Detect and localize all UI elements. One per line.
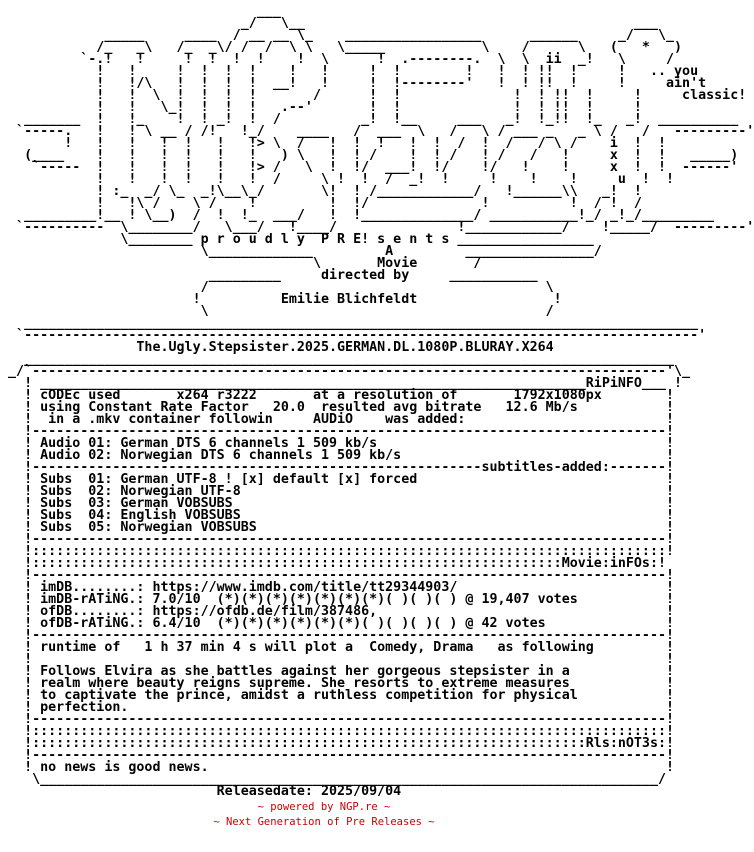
nfo-line: ! !: [0, 652, 675, 667]
nfo-line: ! ofDB........: https://ofdb.de/film/387486, !: [0, 604, 675, 619]
nfo-line: `---------- \________/ \___/ !____/ !____________/ !_____/ ---------': [0, 220, 754, 235]
nfo-line: !-------------------------------------------------------------------------------!: [0, 712, 675, 727]
nfo-line: (____ ! ! ! ! ! ! ) \ ! ! / ! ! / ! / / ! x ! ! _____): [0, 148, 739, 163]
footer-tagline: ~ Next Generation of Pre Releases ~: [213, 816, 435, 828]
nfo-line: !:::::::::::::::::::::::::::::::::::::::::::::::::::::::::::::::::::::Rls:nOT3s:!: [0, 736, 675, 751]
nfo-line: ! ! \_! ! ! ! .--' ! ! ! ! !! ! !: [0, 100, 642, 115]
nfo-line: ! using Constant Rate Factor 20.0 resulted avg bitrate 12.6 Mb/s !: [0, 400, 675, 415]
nfo-line: _________________________________________________________________________________: [0, 352, 675, 367]
nfo-line: ! Subs 03: German VOBSUBS !: [0, 496, 675, 511]
nfo-line: ! Follows Elvira as she battles against her gorgeous stepsister in a !: [0, 664, 675, 679]
nfo-line: ! perfection. !: [0, 700, 675, 715]
nfo-text: [0, 4, 754, 799]
nfo-line: _/ \__ ___: [0, 16, 658, 31]
nfo-line: _/`-------------------------------------------------------------------------------'\_: [0, 364, 691, 379]
nfo-line: ! Audio 01: German DTS 6 channels 1 509 kb/s !: [0, 436, 675, 451]
nfo-line: !-------------------------------------------------------------------------------!: [0, 748, 675, 763]
nfo-line: `-----. ! ! \ __ / /! !_/ ____ / ___ \ / \ / ___ _ _ \ / / ---------': [0, 124, 754, 139]
nfo-line: !-------------------------------------------------------------------------------!: [0, 532, 675, 547]
nfo-line: !::::::::::::::::::::::::::::::::::::::::::::::::::::::::::::::::::Movie:inFOs:!: [0, 556, 667, 571]
nfo-line: !-------------------------------------------------------------------------------!: [0, 628, 675, 643]
nfo-line: ! ! ! ! ! ! ! ! ! ! ! ! ! !! ! ! .. you: [0, 64, 699, 79]
nfo-line: !:::::::::::::::::::::::::::::::::::::::::::::::::::::::::::::::::::::::::::::::!: [0, 544, 675, 559]
nfo-line: !-------------------------------------------------------------------------------!: [0, 424, 675, 439]
nfo-line: \_____________ A ________________/: [0, 244, 602, 259]
footer: [0, 800, 648, 830]
nfo-line: ! in a .mkv container followin AUDiO was added: !: [0, 412, 675, 427]
nfo-line: \________ p r o u d l y P R E! s e n t s _________________: [0, 232, 594, 247]
nfo-line: _______ ! !_ ! ! _! ! / _! !__ ___ _! !_!! !_ _! __________: [0, 112, 739, 127]
nfo-line: ____________________________________________________________________________________: [0, 316, 699, 331]
nfo-line: _________!__ ! \__) / ! !_ ___/ ! !______________/ ___________!_/ _!_/_________: [0, 208, 715, 223]
nfo-line: ! Subs 02: Norwegian UTF-8 !: [0, 484, 675, 499]
nfo-line: ! no news is good news. !: [0, 760, 675, 775]
nfo-line: ! Audio 02: Norwegian DTS 6 channels 1 509 kb/s !: [0, 448, 675, 463]
nfo-line: ! !\ / \ / ! ! !/ ! ! / ! /: [0, 196, 642, 211]
nfo-line: _____ ____ / __ __ \_ _________________ ______ _/ \_: [0, 28, 675, 43]
nfo-line: ! runtime of 1 h 37 min 4 s will plot a Comedy, Drama as following !: [0, 640, 675, 655]
nfo-line: ! realm where beauty reigns supreme. She resorts to extreme measures !: [0, 676, 675, 691]
nfo-line: !--------------------------------------------------------subtitles-added:-------!: [0, 460, 675, 475]
nfo-line: \ Movie /: [0, 256, 482, 271]
nfo-line: ___: [0, 4, 281, 19]
nfo-line: ! ! ! ! ! ! !> \ / ! ! ! ! ! / ! / / \ / i ! !: [0, 136, 667, 151]
nfo-line: Releasedate: 2025/09/04: [0, 784, 402, 799]
nfo-line: ! ! \ ! ! ! ! / ! ! ! ! !! ! ! classic!: [0, 88, 747, 103]
nfo-line: ! imDB-rATiNG.: 7.0/10 (*)(*)(*)(*)(*)(*)(*)( )( )( ) @ 19,407 votes !: [0, 592, 675, 607]
nfo-line: ! ofDB-rATiNG.: 6.4/10 (*)(*)(*)(*)(*)(*)( )( )( )( ) @ 42 votes !: [0, 616, 675, 631]
nfo-line: ! Subs 04: English VOBSUBS !: [0, 508, 675, 523]
nfo-line: `----- ! ! ! ! ! !> / \ ! !/ ___! !/ !/ ! ! x ! ! ------': [0, 160, 739, 175]
nfo-line: _________ directed by ___________: [0, 268, 538, 283]
nfo-line: / \: [0, 280, 554, 295]
nfo-line: ! ! ! ! ! ! / \ ! ! / _! ! ! ! ! u ! !: [0, 172, 675, 187]
nfo-line: \ /: [0, 304, 554, 319]
nfo-line: \_____________________________________________________________________________/: [0, 772, 667, 787]
nfo-line: ! to captivate the prince, amidst a ruthless competition for physical !: [0, 688, 675, 703]
nfo-line: ! :_ _/ \_ _!\__\_/ \! ! /____________/ !______\\ _! !: [0, 184, 642, 199]
nfo-line: !-------------------------------------------------------------------------------!: [0, 568, 675, 583]
nfo-line: The.Ugly.Stepsister.2025.GERMAN.DL.1080P.BLURAY.X264: [0, 340, 554, 355]
nfo-line: ! Subs 05: Norwegian VOBSUBS !: [0, 520, 675, 535]
nfo-line: ! !/\ ! ! ! ! __! ! ! !--------' ! ! !! ! ! ain't: [0, 76, 707, 91]
nfo-line: /_ _\ /_ _\/ / / \ \ \_____ \ / \ ( * ): [0, 40, 683, 55]
nfo-line: ! Emilie Blichfeldt !: [0, 292, 562, 307]
nfo-line: ! imDB........: https://www.imdb.com/title/tt29344903/ !: [0, 580, 675, 595]
nfo-line: !:::::::::::::::::::::::::::::::::::::::::::::::::::::::::::::::::::::::::::::::!: [0, 724, 675, 739]
nfo-line: `-.! ! ! ! ! ! ! \ ! .--------. \ \ ii _! \ /: [0, 52, 675, 67]
nfo-line: ! ____________________________________________________________________RiPiNFO___ !: [0, 376, 683, 391]
footer-powered-by: ~ powered by NGP.re ~: [257, 801, 391, 813]
nfo-line: ! Subs 01: German UTF-8 ! [x] default [x] forced !: [0, 472, 675, 487]
nfo-line: ! cODEc used x264 r3222 at a resolution of 1792x1080px !: [0, 388, 675, 403]
nfo-line: `------------------------------------------------------------------------------------': [0, 328, 707, 343]
